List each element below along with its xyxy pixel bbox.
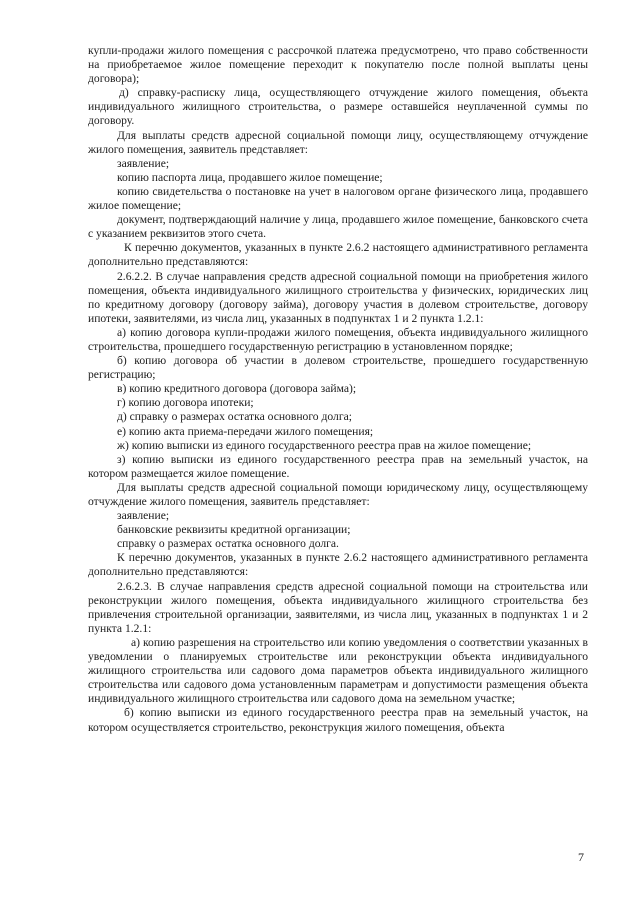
paragraph: ж) копию выписки из единого государственного реестра прав на жилое помещение; [117, 438, 532, 452]
paragraph: документ, подтверждающий наличие у лица, продавшего жилое помещение, банковского счета с указанием реквизитов этого счета. [88, 213, 588, 241]
paragraph: К перечню документов, указанных в пункте 2.6.2 настоящего административного регламента дополнительно представляются: [88, 551, 588, 579]
paragraph: б) копию выписки из единого государственного реестра прав на земельный участок, на котором осуществляется строительство, реконструкция жилого помещения, объекта [88, 706, 588, 734]
paragraph: банковские реквизиты кредитной организации; [117, 523, 351, 537]
paragraph: д) справку о размерах остатка основного долга; [117, 410, 352, 424]
paragraph: копию свидетельства о постановке на учет в налоговом органе физического лица, продавшего жилое помещение; [88, 184, 588, 213]
paragraph: заявление; [117, 509, 170, 523]
paragraph: 2.6.2.3. В случае направления средств адресной социальной помощи на строительства или реконструкции жилого помещения, объекта индивидуального жилищного строительства без привлечения строительной организации, заявителями, из числа лиц, указанных в подпунктах 1 и 2 пункта 1.2.1: [88, 579, 588, 635]
document-body [88, 44, 588, 735]
paragraph: заявление; [117, 156, 170, 170]
paragraph: з) копию выписки из единого государственного реестра прав на земельный участок, на котором размещается жилое помещение. [88, 452, 588, 480]
paragraph: б) копию договора об участии в долевом строительстве, прошедшего государственную регистрацию; [88, 354, 588, 382]
paragraph: копию паспорта лица, продавшего жилое помещение; [117, 170, 383, 184]
paragraph: в) копию кредитного договора (договора займа); [117, 382, 357, 396]
paragraph: д) справку-расписку лица, осуществляющего отчуждение жилого помещения, объекта индивидуального жилищного строительства, о размере оставшейся неуплаченной суммы по договору. [88, 86, 588, 128]
paragraph: г) копию договора ипотеки; [117, 396, 254, 410]
paragraph: К перечню документов, указанных в пункте 2.6.2 настоящего административного регламента дополнительно представляются: [88, 241, 588, 269]
paragraph: а) копию разрешения на строительство или копию уведомления о соответствии указанных в уведомлении о планируемых строительстве или реконструкции объекта индивидуального жилищного строительства или садового дома параметров объекта индивидуального жилищного строительства или садового дома установленным параметрам и допустимости размещения объекта индивидуального жилищного строительства или садового дома на земельном участке; [88, 635, 588, 706]
paragraph: купли-продажи жилого помещения с рассрочкой платежа предусмотрено, что право собственности на приобретаемое жилое помещение переходит к покупателю после полной выплаты цены договора); [88, 44, 588, 86]
paragraph: Для выплаты средств адресной социальной помощи юридическому лицу, осуществляющему отчуждение жилого помещения, заявитель представляет: [88, 480, 588, 508]
paragraph: справку о размерах остатка основного долга. [117, 537, 339, 551]
paragraph: 2.6.2.2. В случае направления средств адресной социальной помощи на приобретения жилого помещения, объекта индивидуального жилищного строительства у физических, юридических лиц по кредитному договору (договору займа), договору участия в долевом строительстве, договору ипотеки, заявителями, из числа лиц, указанных в подпунктах 1 и 2 пункта 1.2.1: [88, 269, 588, 325]
paragraph: Для выплаты средств адресной социальной помощи лицу, осуществляющему отчуждение жилого помещения, заявитель представляет: [88, 128, 588, 156]
page-number: 7 [578, 850, 584, 864]
paragraph: а) копию договора купли-продажи жилого помещения, объекта индивидуального жилищного строительства, прошедшего государственную регистрацию в установленном порядке; [88, 325, 588, 353]
paragraph: е) копию акта приема-передачи жилого помещения; [117, 424, 374, 438]
